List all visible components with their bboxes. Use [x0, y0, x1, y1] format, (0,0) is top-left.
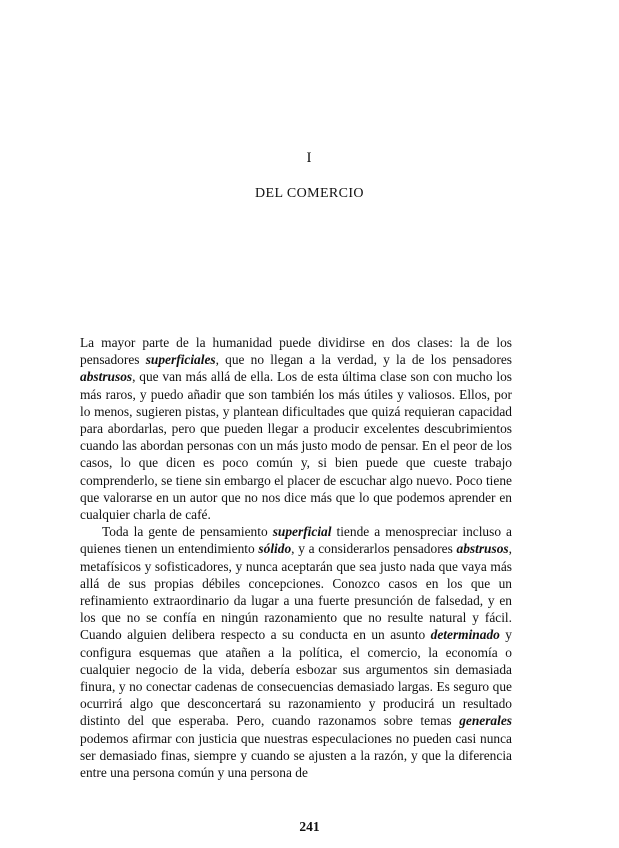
text-segment: Toda la gente de pensamiento: [102, 524, 273, 540]
emphasis-solido: sólido: [258, 541, 292, 557]
chapter-title: DEL COMERCIO: [255, 186, 364, 201]
body-text: [80, 334, 512, 781]
text-segment: , que van más allá de ella. Los de esta última clase son con mucho los más raros, y puedo añadir que son también los más útiles y valiosos. Ellos, por lo menos, sugieren pistas, y plantean dificultades que quizá requieran capacidad para abordarlas, pero que pueden llegar a producir excelentes descubrimientos cuando las abordan personas con un más justo modo de pensar. En el peor de los casos, lo que dicen es poco común y, si bien puede que cueste trabajo comprenderlo, se tiene sin embargo el placer de escuchar algo nuevo. Poco tiene que valorarse en un autor que no nos dice más que lo que podemos aprender en cualquier charla de café.: [80, 369, 512, 523]
emphasis-superficiales: superficiales: [145, 352, 216, 368]
text-segment: tiende a menospreciar incluso a quienes tienen un entendimiento: [80, 524, 513, 557]
text-segment: , metafísicos y sofisticadores, y nunca aceptarán que sea justo nada que vaya más allá de sus propias débiles concepciones. Conozco casos en los que un refinamiento extraordinario da lugar a una fuerte presunción de falsedad, y en los que no se confía en ningún razonamiento que no resulte natural y fácil. Cuando alguien delibera respecto a su conducta en un asunto: [80, 541, 512, 643]
emphasis-abstrusos: abstrusos: [456, 541, 509, 557]
emphasis-determinado: determinado: [430, 627, 500, 643]
chapter-number: I: [306, 150, 313, 166]
text-segment: podemos afirmar con justicia que nuestras especulaciones no pueden casi nunca ser demasiado finas, siempre y cuando se ajusten a la razón, y que la diferencia entre una persona común y una persona de: [80, 730, 512, 781]
text-segment: , y a considerarlos pensadores: [291, 541, 457, 557]
text-segment: , que no llegan a la verdad, y la de los pensadores: [215, 352, 512, 368]
paragraph-1: [80, 334, 512, 523]
text-segment: La mayor parte de la humanidad puede dividirse en dos clases: la de los pensadores: [80, 335, 512, 368]
emphasis-superficial: superficial: [272, 524, 332, 540]
page-number: 241: [299, 819, 320, 834]
emphasis-generales: generales: [459, 713, 512, 729]
emphasis-abstrusos: abstrusos: [80, 369, 133, 385]
text-segment: y configura esquemas que atañen a la política, el comercio, la economía o cualquier negocio de la vida, debería esbozar sus argumentos sin demasiada finura, y no conectar cadenas de consecuencias demasiado largas. Es seguro que ocurrirá algo que desconcertará su razonamiento y producirá un resultado distinto del que esperaba. Pero, cuando razonamos sobre temas: [80, 627, 513, 729]
paragraph-2: [80, 523, 512, 781]
